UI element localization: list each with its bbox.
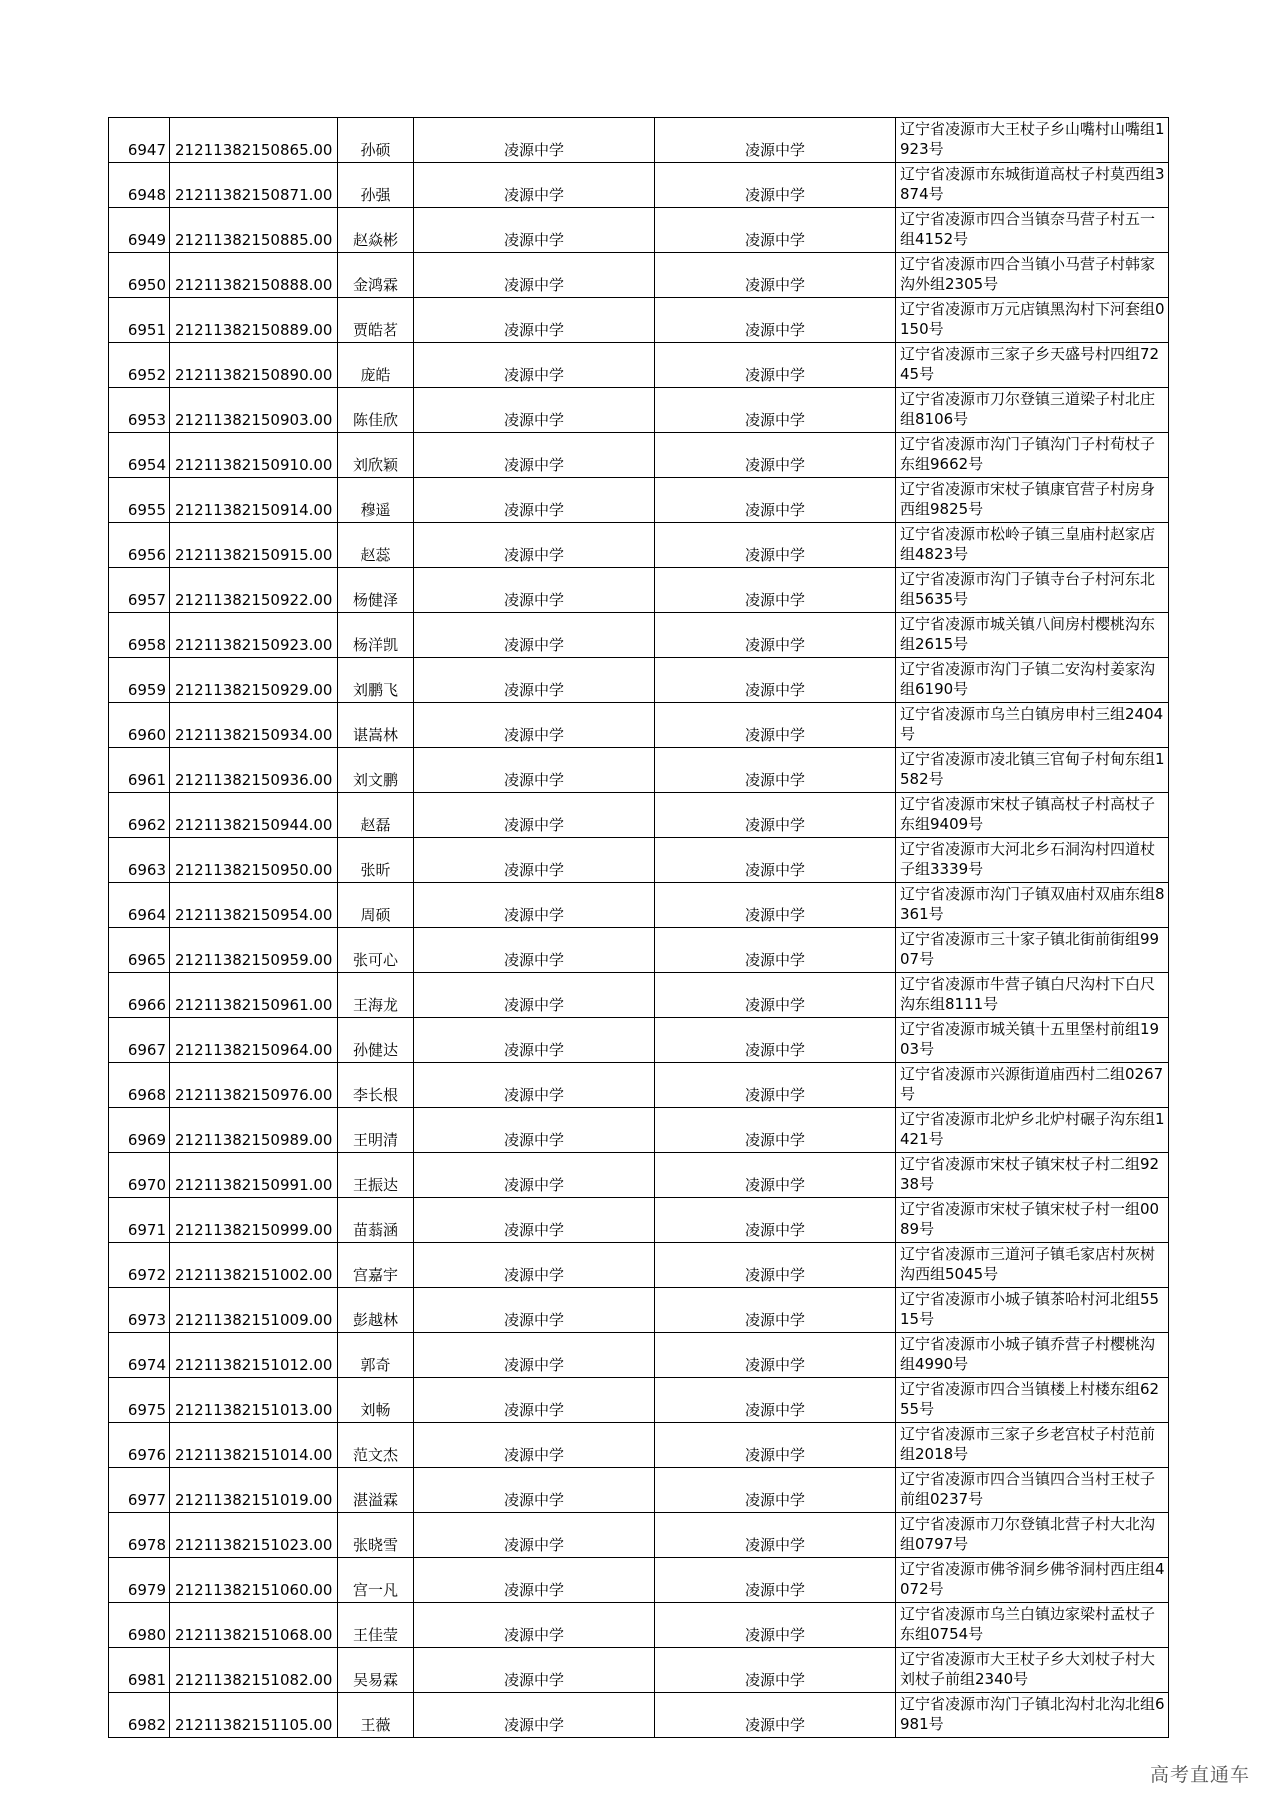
cell-student-name: 陈佳欣 [338,388,414,433]
table-row [109,658,1169,703]
cell-address: 辽宁省凌源市刀尔登镇北营子村大北沟组0797号 [896,1513,1169,1558]
cell-school: 凌源中学 [414,1243,655,1288]
table-row [109,748,1169,793]
cell-address: 辽宁省凌源市三十家子镇北街前街组9907号 [896,928,1169,973]
table-row [109,1693,1169,1738]
cell-student-name: 赵焱彬 [338,208,414,253]
cell-exam-id: 21211382151002.00 [170,1243,338,1288]
cell-student-name: 张晓雪 [338,1513,414,1558]
cell-serial-number: 6982 [109,1693,170,1738]
cell-exam-id: 21211382151009.00 [170,1288,338,1333]
table-row [109,208,1169,253]
cell-serial-number: 6965 [109,928,170,973]
cell-school: 凌源中学 [414,883,655,928]
cell-exam-id: 21211382151060.00 [170,1558,338,1603]
cell-exam-id: 21211382150922.00 [170,568,338,613]
table-row [109,1108,1169,1153]
table-row [109,478,1169,523]
cell-serial-number: 6961 [109,748,170,793]
table-row [109,1558,1169,1603]
table-row [109,883,1169,928]
cell-address: 辽宁省凌源市兴源街道庙西村二组0267号 [896,1063,1169,1108]
cell-exam-id: 21211382151023.00 [170,1513,338,1558]
table-row [109,388,1169,433]
cell-exam-id: 21211382150961.00 [170,973,338,1018]
cell-graduating-school: 凌源中学 [655,343,896,388]
cell-serial-number: 6976 [109,1423,170,1468]
cell-graduating-school: 凌源中学 [655,478,896,523]
table-row [109,298,1169,343]
cell-graduating-school: 凌源中学 [655,253,896,298]
cell-address: 辽宁省凌源市三家子乡老宫杖子村范前组2018号 [896,1423,1169,1468]
cell-graduating-school: 凌源中学 [655,163,896,208]
cell-school: 凌源中学 [414,748,655,793]
cell-exam-id: 21211382151082.00 [170,1648,338,1693]
cell-address: 辽宁省凌源市大王杖子乡山嘴村山嘴组1923号 [896,118,1169,163]
cell-exam-id: 21211382150950.00 [170,838,338,883]
cell-serial-number: 6963 [109,838,170,883]
cell-address: 辽宁省凌源市城关镇八间房村樱桃沟东组2615号 [896,613,1169,658]
cell-school: 凌源中学 [414,298,655,343]
table-row [109,568,1169,613]
cell-serial-number: 6979 [109,1558,170,1603]
cell-school: 凌源中学 [414,1648,655,1693]
cell-serial-number: 6964 [109,883,170,928]
cell-graduating-school: 凌源中学 [655,793,896,838]
cell-school: 凌源中学 [414,1423,655,1468]
cell-serial-number: 6977 [109,1468,170,1513]
cell-school: 凌源中学 [414,478,655,523]
cell-address: 辽宁省凌源市宋杖子镇宋杖子村二组9238号 [896,1153,1169,1198]
cell-school: 凌源中学 [414,613,655,658]
cell-school: 凌源中学 [414,1603,655,1648]
cell-address: 辽宁省凌源市沟门子镇寺台子村河东北组5635号 [896,568,1169,613]
cell-address: 辽宁省凌源市宋杖子镇康官营子村房身西组9825号 [896,478,1169,523]
cell-student-name: 郭奇 [338,1333,414,1378]
cell-student-name: 杨洋凯 [338,613,414,658]
cell-address: 辽宁省凌源市大王杖子乡大刘杖子村大刘杖子前组2340号 [896,1648,1169,1693]
table-row [109,1063,1169,1108]
cell-exam-id: 21211382150888.00 [170,253,338,298]
cell-serial-number: 6970 [109,1153,170,1198]
cell-serial-number: 6951 [109,298,170,343]
table-row [109,1648,1169,1693]
cell-school: 凌源中学 [414,1378,655,1423]
cell-graduating-school: 凌源中学 [655,1603,896,1648]
cell-graduating-school: 凌源中学 [655,748,896,793]
cell-exam-id: 21211382150914.00 [170,478,338,523]
cell-graduating-school: 凌源中学 [655,1198,896,1243]
table-row [109,1603,1169,1648]
cell-address: 辽宁省凌源市三家子乡天盛号村四组7245号 [896,343,1169,388]
cell-exam-id: 21211382150885.00 [170,208,338,253]
table-row [109,1423,1169,1468]
cell-address: 辽宁省凌源市四合当镇奈马营子村五一组4152号 [896,208,1169,253]
table-row [109,703,1169,748]
cell-exam-id: 21211382151013.00 [170,1378,338,1423]
cell-address: 辽宁省凌源市四合当镇四合当村王杖子前组0237号 [896,1468,1169,1513]
cell-serial-number: 6956 [109,523,170,568]
table-row [109,1198,1169,1243]
cell-serial-number: 6950 [109,253,170,298]
cell-graduating-school: 凌源中学 [655,208,896,253]
cell-student-name: 张昕 [338,838,414,883]
cell-address: 辽宁省凌源市北炉乡北炉村碾子沟东组1421号 [896,1108,1169,1153]
table-row [109,1513,1169,1558]
cell-serial-number: 6955 [109,478,170,523]
table-row [109,118,1169,163]
cell-school: 凌源中学 [414,838,655,883]
cell-graduating-school: 凌源中学 [655,1558,896,1603]
cell-graduating-school: 凌源中学 [655,973,896,1018]
cell-address: 辽宁省凌源市沟门子镇二安沟村姜家沟组6190号 [896,658,1169,703]
cell-student-name: 赵磊 [338,793,414,838]
cell-serial-number: 6949 [109,208,170,253]
cell-school: 凌源中学 [414,568,655,613]
cell-exam-id: 21211382151012.00 [170,1333,338,1378]
cell-exam-id: 21211382150903.00 [170,388,338,433]
cell-serial-number: 6978 [109,1513,170,1558]
table-row [109,973,1169,1018]
cell-school: 凌源中学 [414,388,655,433]
cell-address: 辽宁省凌源市宋杖子镇宋杖子村一组0089号 [896,1198,1169,1243]
cell-serial-number: 6975 [109,1378,170,1423]
cell-exam-id: 21211382150889.00 [170,298,338,343]
watermark-text: 高考直通车 [1149,1764,1250,1786]
cell-student-name: 刘畅 [338,1378,414,1423]
cell-school: 凌源中学 [414,973,655,1018]
cell-student-name: 彭越林 [338,1288,414,1333]
cell-serial-number: 6952 [109,343,170,388]
cell-student-name: 孙硕 [338,118,414,163]
cell-serial-number: 6974 [109,1333,170,1378]
cell-school: 凌源中学 [414,928,655,973]
cell-exam-id: 21211382150934.00 [170,703,338,748]
cell-address: 辽宁省凌源市万元店镇黑沟村下河套组0150号 [896,298,1169,343]
cell-graduating-school: 凌源中学 [655,1378,896,1423]
cell-address: 辽宁省凌源市城关镇十五里堡村前组1903号 [896,1018,1169,1063]
cell-graduating-school: 凌源中学 [655,928,896,973]
cell-student-name: 孙健达 [338,1018,414,1063]
cell-exam-id: 21211382150976.00 [170,1063,338,1108]
cell-student-name: 赵蕊 [338,523,414,568]
cell-graduating-school: 凌源中学 [655,658,896,703]
cell-graduating-school: 凌源中学 [655,523,896,568]
cell-school: 凌源中学 [414,253,655,298]
cell-school: 凌源中学 [414,1333,655,1378]
cell-exam-id: 21211382150890.00 [170,343,338,388]
cell-address: 辽宁省凌源市乌兰白镇边家梁村孟杖子东组0754号 [896,1603,1169,1648]
cell-serial-number: 6954 [109,433,170,478]
cell-school: 凌源中学 [414,343,655,388]
cell-serial-number: 6948 [109,163,170,208]
cell-address: 辽宁省凌源市东城街道高杖子村莫西组3874号 [896,163,1169,208]
cell-exam-id: 21211382150910.00 [170,433,338,478]
cell-graduating-school: 凌源中学 [655,1153,896,1198]
table-row [109,343,1169,388]
cell-address: 辽宁省凌源市刀尔登镇三道梁子村北庄组8106号 [896,388,1169,433]
cell-serial-number: 6960 [109,703,170,748]
table-row [109,433,1169,478]
cell-school: 凌源中学 [414,1513,655,1558]
cell-student-name: 刘文鹏 [338,748,414,793]
cell-graduating-school: 凌源中学 [655,568,896,613]
table-row [109,613,1169,658]
cell-student-name: 贾皓茗 [338,298,414,343]
cell-student-name: 王佳莹 [338,1603,414,1648]
cell-student-name: 范文杰 [338,1423,414,1468]
cell-address: 辽宁省凌源市小城子镇茶哈村河北组5515号 [896,1288,1169,1333]
cell-address: 辽宁省凌源市小城子镇乔营子村樱桃沟组4990号 [896,1333,1169,1378]
cell-graduating-school: 凌源中学 [655,1288,896,1333]
cell-exam-id: 21211382150959.00 [170,928,338,973]
cell-graduating-school: 凌源中学 [655,1513,896,1558]
cell-school: 凌源中学 [414,1153,655,1198]
cell-student-name: 王海龙 [338,973,414,1018]
cell-student-name: 王薇 [338,1693,414,1738]
cell-address: 辽宁省凌源市三道河子镇毛家店村灰树沟西组5045号 [896,1243,1169,1288]
cell-school: 凌源中学 [414,1468,655,1513]
table-row [109,1153,1169,1198]
table-row [109,1378,1169,1423]
cell-exam-id: 21211382151019.00 [170,1468,338,1513]
cell-graduating-school: 凌源中学 [655,613,896,658]
cell-exam-id: 21211382150929.00 [170,658,338,703]
cell-serial-number: 6962 [109,793,170,838]
cell-student-name: 王振达 [338,1153,414,1198]
cell-student-name: 宫嘉宇 [338,1243,414,1288]
cell-student-name: 金鸿霖 [338,253,414,298]
cell-school: 凌源中学 [414,163,655,208]
cell-address: 辽宁省凌源市沟门子镇北沟村北沟北组6981号 [896,1693,1169,1738]
cell-graduating-school: 凌源中学 [655,298,896,343]
cell-address: 辽宁省凌源市沟门子镇沟门子村荀杖子东组9662号 [896,433,1169,478]
cell-graduating-school: 凌源中学 [655,1648,896,1693]
table-row [109,1288,1169,1333]
cell-school: 凌源中学 [414,1288,655,1333]
cell-student-name: 吴易霖 [338,1648,414,1693]
cell-school: 凌源中学 [414,1063,655,1108]
cell-exam-id: 21211382150865.00 [170,118,338,163]
cell-exam-id: 21211382150954.00 [170,883,338,928]
cell-student-name: 周硕 [338,883,414,928]
cell-school: 凌源中学 [414,1108,655,1153]
cell-graduating-school: 凌源中学 [655,838,896,883]
cell-graduating-school: 凌源中学 [655,883,896,928]
cell-serial-number: 6980 [109,1603,170,1648]
cell-address: 辽宁省凌源市牛营子镇白尺沟村下白尺沟东组8111号 [896,973,1169,1018]
cell-serial-number: 6973 [109,1288,170,1333]
cell-student-name: 谌嵩林 [338,703,414,748]
cell-address: 辽宁省凌源市四合当镇小马营子村韩家沟外组2305号 [896,253,1169,298]
cell-serial-number: 6972 [109,1243,170,1288]
cell-address: 辽宁省凌源市宋杖子镇高杖子村高杖子东组9409号 [896,793,1169,838]
cell-exam-id: 21211382150871.00 [170,163,338,208]
cell-school: 凌源中学 [414,1198,655,1243]
cell-student-name: 杨健泽 [338,568,414,613]
cell-student-name: 张可心 [338,928,414,973]
cell-address: 辽宁省凌源市凌北镇三官甸子村甸东组1582号 [896,748,1169,793]
table-row [109,928,1169,973]
cell-graduating-school: 凌源中学 [655,433,896,478]
table-row [109,1333,1169,1378]
table-row [109,523,1169,568]
cell-school: 凌源中学 [414,703,655,748]
cell-exam-id: 21211382150999.00 [170,1198,338,1243]
cell-exam-id: 21211382150989.00 [170,1108,338,1153]
cell-school: 凌源中学 [414,793,655,838]
cell-exam-id: 21211382150936.00 [170,748,338,793]
cell-serial-number: 6953 [109,388,170,433]
cell-serial-number: 6981 [109,1648,170,1693]
cell-graduating-school: 凌源中学 [655,1063,896,1108]
cell-serial-number: 6969 [109,1108,170,1153]
cell-graduating-school: 凌源中学 [655,1018,896,1063]
cell-serial-number: 6968 [109,1063,170,1108]
cell-school: 凌源中学 [414,1693,655,1738]
cell-exam-id: 21211382150915.00 [170,523,338,568]
cell-address: 辽宁省凌源市四合当镇楼上村楼东组6255号 [896,1378,1169,1423]
cell-serial-number: 6971 [109,1198,170,1243]
cell-serial-number: 6947 [109,118,170,163]
cell-serial-number: 6967 [109,1018,170,1063]
cell-serial-number: 6966 [109,973,170,1018]
cell-exam-id: 21211382150991.00 [170,1153,338,1198]
cell-address: 辽宁省凌源市乌兰白镇房申村三组2404号 [896,703,1169,748]
student-roster-table [108,117,1169,1738]
cell-school: 凌源中学 [414,1558,655,1603]
cell-graduating-school: 凌源中学 [655,388,896,433]
table-row [109,253,1169,298]
cell-student-name: 李长根 [338,1063,414,1108]
cell-exam-id: 21211382151014.00 [170,1423,338,1468]
cell-school: 凌源中学 [414,433,655,478]
cell-school: 凌源中学 [414,1018,655,1063]
cell-student-name: 宫一凡 [338,1558,414,1603]
cell-graduating-school: 凌源中学 [655,1243,896,1288]
cell-exam-id: 21211382150944.00 [170,793,338,838]
cell-student-name: 苗蓊涵 [338,1198,414,1243]
table-row [109,163,1169,208]
cell-school: 凌源中学 [414,523,655,568]
cell-exam-id: 21211382151068.00 [170,1603,338,1648]
cell-school: 凌源中学 [414,118,655,163]
cell-serial-number: 6959 [109,658,170,703]
cell-graduating-school: 凌源中学 [655,118,896,163]
cell-graduating-school: 凌源中学 [655,1333,896,1378]
table-row [109,1018,1169,1063]
cell-graduating-school: 凌源中学 [655,1468,896,1513]
cell-exam-id: 21211382151105.00 [170,1693,338,1738]
cell-student-name: 王明清 [338,1108,414,1153]
cell-graduating-school: 凌源中学 [655,1693,896,1738]
cell-address: 辽宁省凌源市大河北乡石洞沟村四道杖子组3339号 [896,838,1169,883]
table-row [109,793,1169,838]
cell-student-name: 孙强 [338,163,414,208]
cell-school: 凌源中学 [414,658,655,703]
cell-student-name: 穆遥 [338,478,414,523]
cell-school: 凌源中学 [414,208,655,253]
cell-serial-number: 6958 [109,613,170,658]
table-row [109,1468,1169,1513]
cell-graduating-school: 凌源中学 [655,703,896,748]
cell-address: 辽宁省凌源市佛爷洞乡佛爷洞村西庄组4072号 [896,1558,1169,1603]
cell-exam-id: 21211382150923.00 [170,613,338,658]
cell-student-name: 庞皓 [338,343,414,388]
cell-graduating-school: 凌源中学 [655,1423,896,1468]
cell-serial-number: 6957 [109,568,170,613]
table-row [109,838,1169,883]
table-row [109,1243,1169,1288]
table-body [109,118,1169,1738]
cell-address: 辽宁省凌源市松岭子镇三皇庙村赵家店组4823号 [896,523,1169,568]
cell-student-name: 刘欣颖 [338,433,414,478]
cell-exam-id: 21211382150964.00 [170,1018,338,1063]
cell-address: 辽宁省凌源市沟门子镇双庙村双庙东组8361号 [896,883,1169,928]
cell-student-name: 刘鹏飞 [338,658,414,703]
cell-student-name: 湛溢霖 [338,1468,414,1513]
cell-graduating-school: 凌源中学 [655,1108,896,1153]
